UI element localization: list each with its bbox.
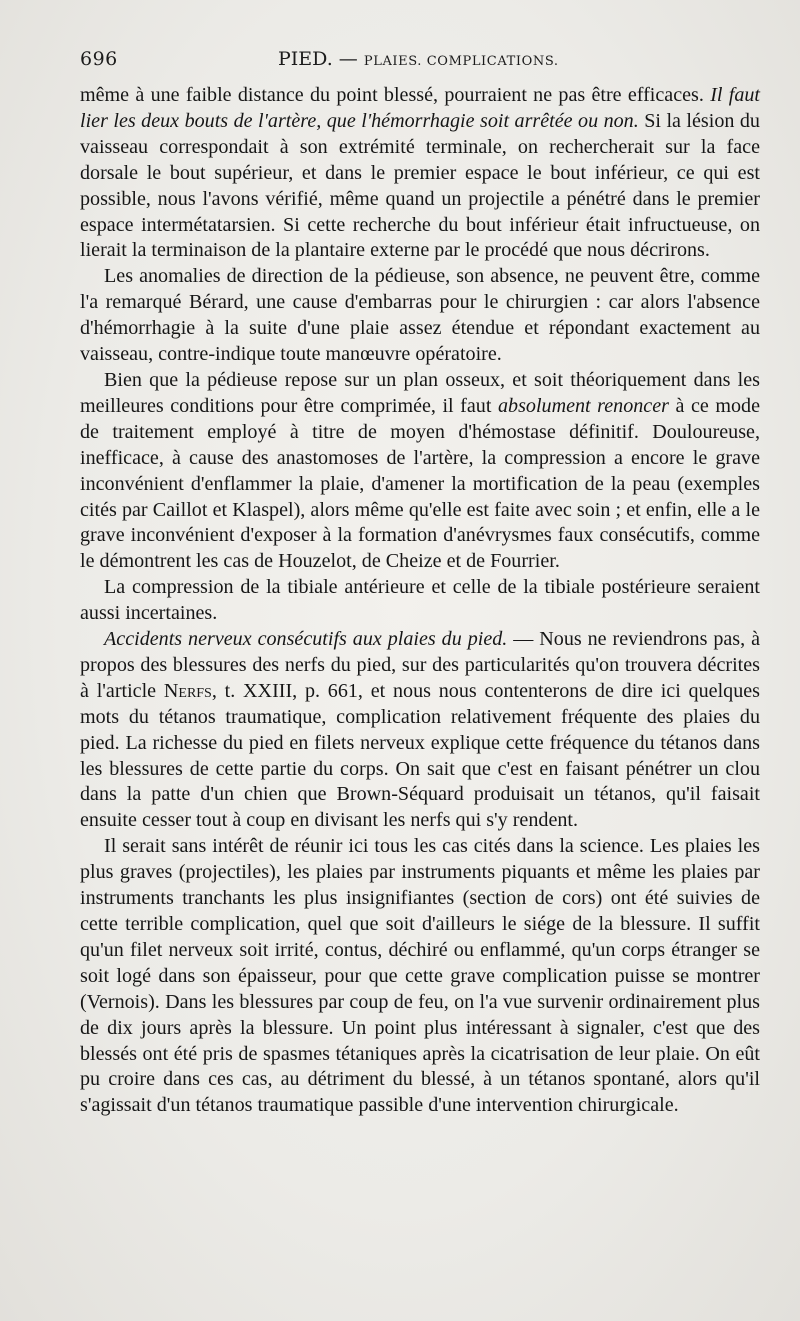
text-run: Il serait sans intérêt de réunir ici tous les cas cités dans la science. Les plaies les plus graves (projectiles), les plaies par instruments piquants et même les plaies par instruments tranchants les plus insignifiantes (section de cors) ont été suivies de cette terrible complication, quel que soit d'ailleurs le siége de la blessure. Il suffit qu'un filet nerveux soit irrité, contus, déchiré ou enflammé, qu'un corps étranger se soit logé dans son épaisseur, pour que cette grave complication puisse se montrer (Vernois). Dans les blessures par coup de feu, on l'a vue survenir ordinairement plus de dix jours après la blessure. Un point plus intéressant à signaler, c'est que des blessés ont été pris de spasmes tétaniques après la cicatrisation de leur plaie. On eût pu croire dans ces cas, au détriment du blessé, à un tétanos spontané, alors qu'il s'agissait d'un tétanos traumatique passible d'une intervention chirurgicale. xyxy=(80,835,760,1117)
paragraph-2 xyxy=(80,264,760,368)
text-run-italic: Il faut lier les deux bouts de l'artère, que l'hémorrhagie soit arrêtée ou non. xyxy=(80,84,760,132)
running-head xyxy=(80,44,760,78)
text-run-smallcaps: Nerfs xyxy=(163,679,212,702)
text-run: même à une faible distance du point blessé, pourraient ne pas être efficaces. xyxy=(80,84,711,106)
paragraph-5 xyxy=(80,627,760,834)
header-title-main: PIED. xyxy=(278,48,333,70)
text-run: La compression de la tibiale antérieure et celle de la tibiale postérieure seraient aussi incertaines. xyxy=(80,576,760,625)
text-run-italic: absolument renoncer xyxy=(497,394,669,417)
header-title-sub: PLAIES. COMPLICATIONS. xyxy=(363,54,559,69)
page-number: 696 xyxy=(80,48,118,70)
paragraph-6 xyxy=(80,834,760,1119)
text-run-italic: Accidents nerveux consécutifs aux plaies du pied. xyxy=(104,628,508,651)
body-text xyxy=(80,83,760,1119)
text-run: — Nous ne reviendrons pas, à propos des blessures des nerfs du pied, sur des particularités qu'on trouvera décrites à l'article xyxy=(80,628,760,702)
paragraph-1 xyxy=(80,83,760,264)
text-run: Bien que la pédieuse repose sur un plan osseux, et soit théoriquement dans les meilleures conditions pour être comprimée, il faut xyxy=(80,368,760,417)
paragraph-4 xyxy=(80,575,760,627)
text-run: , t. XXIII, p. 661, et nous nous contenterons de dire ici quelques mots du tétanos traumatique, complication relativement fréquente des plaies du pied. La richesse du pied en filets nerveux explique cette fréquence du tétanos dans les blessures de cette partie du corps. On sait que c'est en faisant pénétrer un clou dans la patte d'un chien que Brown-Séquard produisait un tétanos, qu'il faisait ensuite cesser tout à coup en divisant les nerfs qui s'y rendent. xyxy=(80,679,760,832)
header-title-separator: — xyxy=(332,48,364,70)
text-run: Si la lésion du vaisseau correspondait à son extrémité terminale, on rechercherait sur la face dorsale le bout supérieur, et dans le premier espace le bout inférieur, ce qui est possible, nous l'avons vérifié, même quand un projectile a pénétré dans le premier espace intermétatarsien. Si cette recherche du bout inférieur était infructueuse, on lierait la terminaison de la plantaire externe par le procédé que nous décrirons. xyxy=(80,109,760,262)
text-run: Les anomalies de direction de la pédieuse, son absence, ne peuvent être, comme l'a remarqué Bérard, une cause d'embarras pour le chirurgien : car alors l'absence d'hémorrhagie à la suite d'une plaie assez étendue et répondant exactement au vaisseau, contre-indique toute manœuvre opératoire. xyxy=(80,265,760,366)
text-run: à ce mode de traitement employé à titre de moyen d'hémostase définitif. Douloureuse, inefficace, à cause des anastomoses de l'artère, la compression a encore le grave inconvénient d'enflammer la plaie, d'amener la mortification de la peau (exemples cités par Caillot et Klaspel), alors même qu'elle est faite avec soin ; et enfin, elle a le grave inconvénient d'exposer à la formation d'anévrysmes faux consécutifs, comme le démontrent les cas de Houzelot, de Cheize et de Fourrier. xyxy=(80,394,760,573)
header-title xyxy=(278,48,559,70)
paragraph-3 xyxy=(80,368,760,575)
